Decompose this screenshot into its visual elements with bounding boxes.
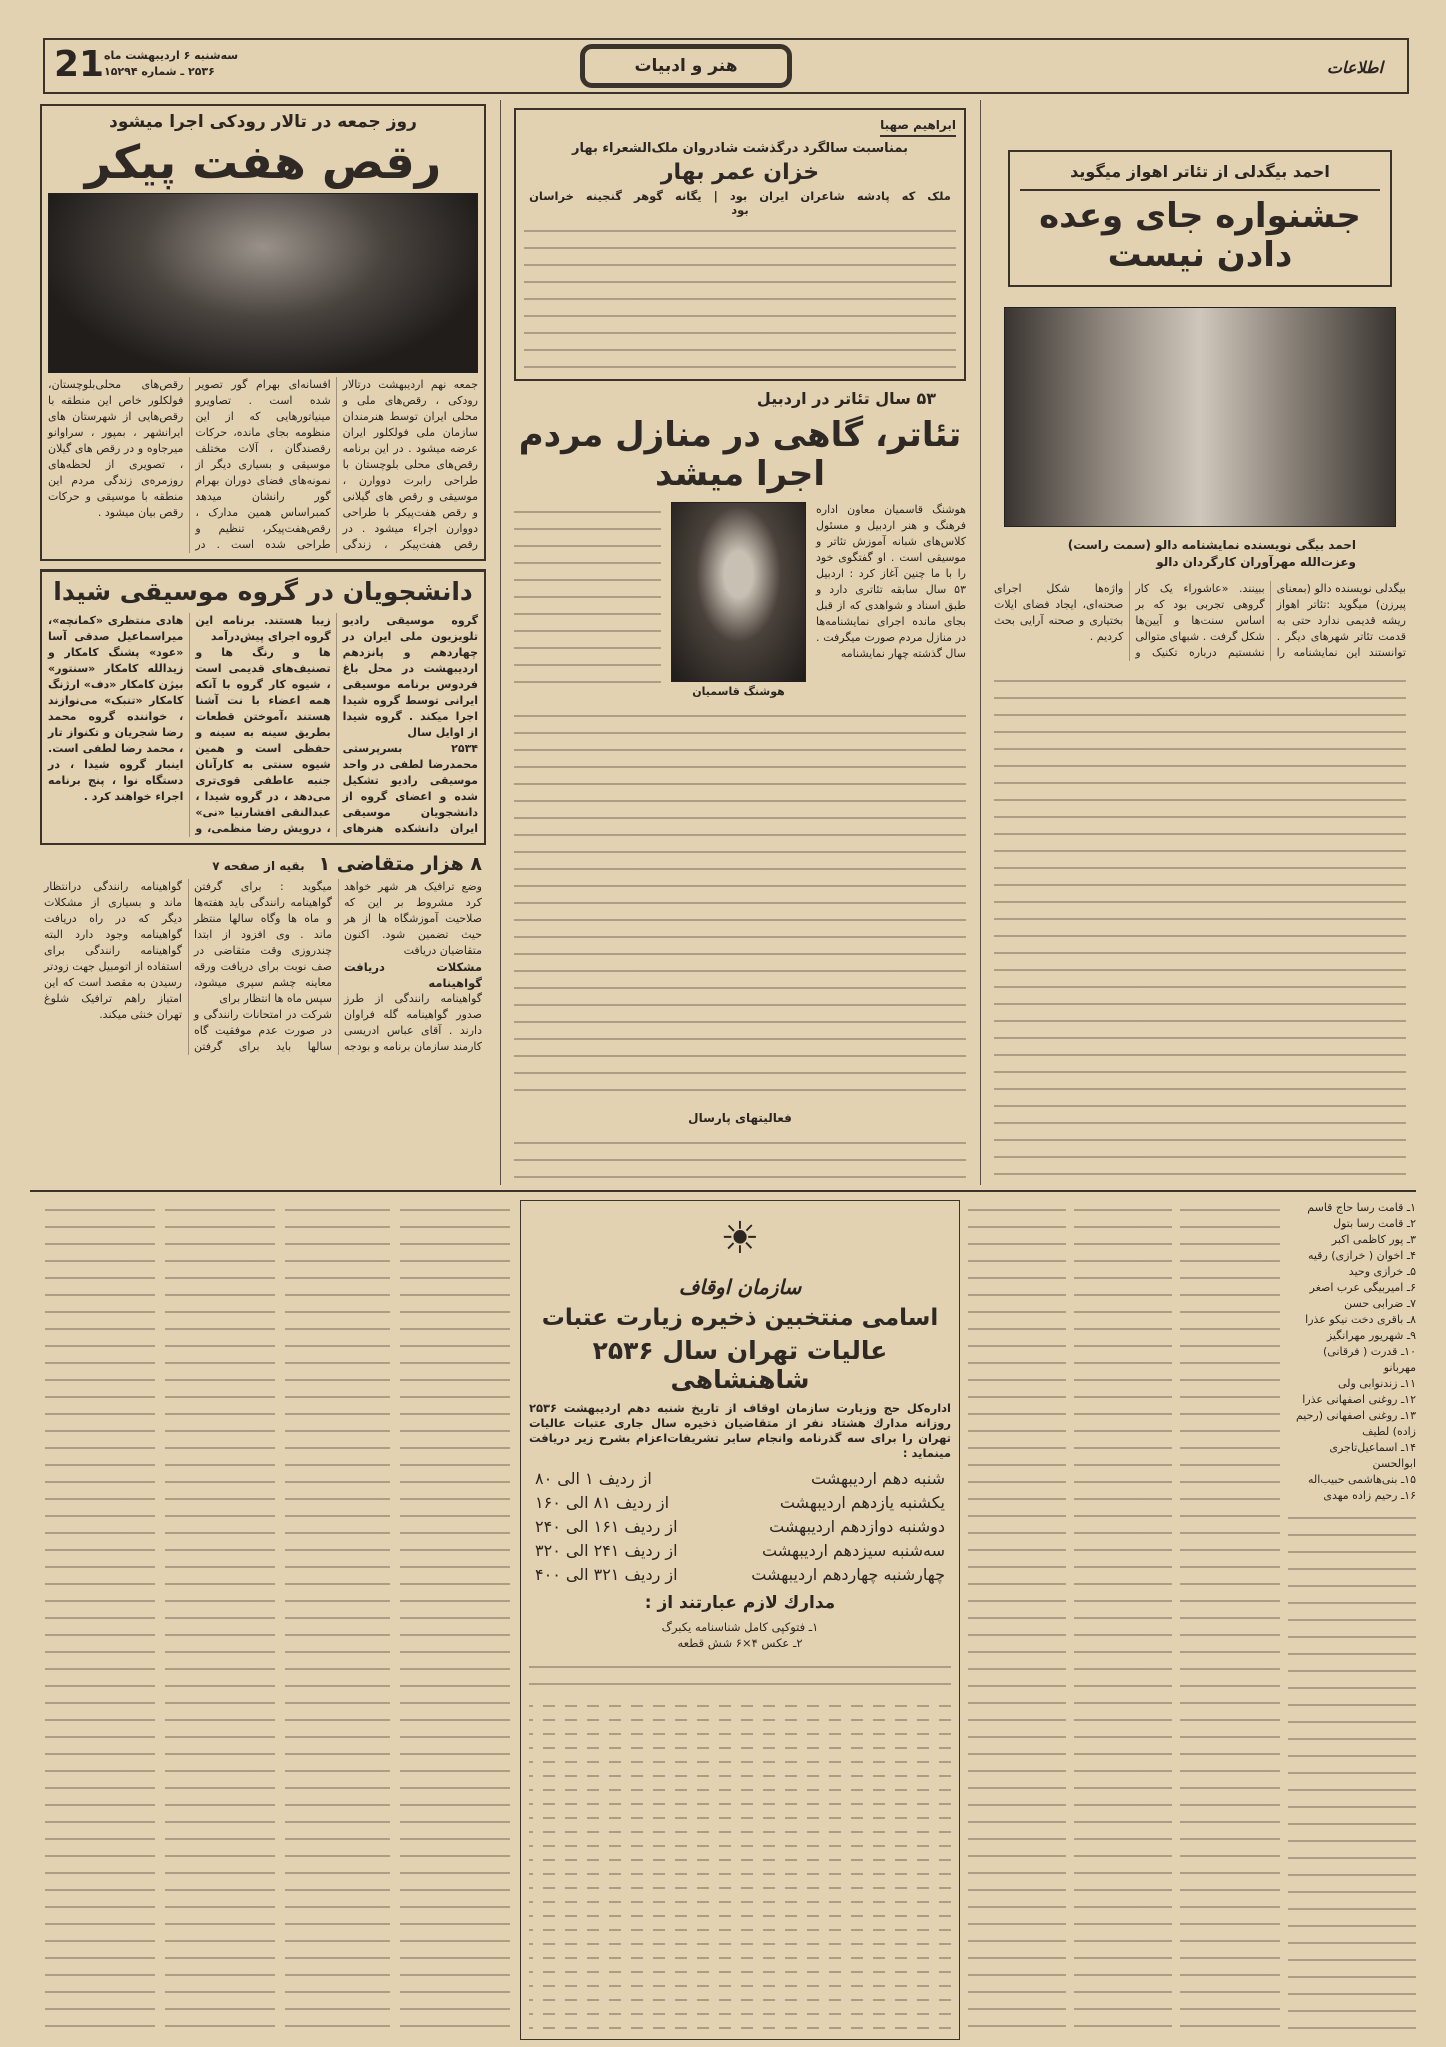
license-continued: بقیه از صفحه ۷ bbox=[212, 858, 305, 873]
awqaf-notice bbox=[520, 1200, 960, 2040]
names-column bbox=[1288, 1200, 1416, 2040]
middle-column bbox=[514, 108, 966, 1183]
interview-headline: جشنواره جای وعده دادن نیست bbox=[1039, 196, 1361, 276]
shida-body-left: ها و رنگ ها و تصنیف‌های قدیمی است ، شیوه کار گروه با آنکه همه اعضاء با نت آشنا هستند ،آموختن قطعات بطریق سینه به سینه و حفظی است و همین شیوه سنتی به کارآنان جنبه عاطفی قوی‌تری می‌دهد ، در گروه شیدا ، عبدالنقی افشارنیا «نی» ، درویش رضا منظمی، و هادی منتظری «کمانچه»، میراسماعیل صدقی آسا «عود» پشنگ کامکار و زیدالله کامکار «سنتور» بیژن کامکار «دف» ارژنگ کامکار «تنبک» می‌نوازند ، خواننده گروه محمد رضا شجریان و تکنواز تار ، محمد رضا لطفی است. اینبار گروه شیدا ، در دستگاه نوا ، پنج برنامه اجراء خواهند کرد . bbox=[48, 613, 331, 835]
names-list-column bbox=[285, 1200, 390, 2040]
theater-body-text bbox=[514, 706, 966, 1103]
list-item: ۱۰ـ قدرت ( فرقانی) مهربانو bbox=[1323, 1345, 1416, 1374]
left-column bbox=[40, 104, 486, 1055]
schedule-row bbox=[535, 1467, 945, 1491]
dance-body: جمعه نهم اردیبهشت درتالار رودکی ، رقص‌های ملی و محلی ایران توسط هنرمندان سازمان ملی فولکلور ایران عرضه میشود . در این برنامه رقص‌های محلی بلوچستان با طراحی رابرت دووارن ، موسیقی و رقص های گیلانی و رقص هفت‌پیکر با طراحی دووارن اجراء میشود . در رقص هفت‌پیکر ، زندگی افسانه‌ای بهرام گور تصویر شده است . تصاویرو مینیاتورهایی که از این منظومه بجای مانده، حرکات رقصندگان ، آلات مختلف موسیقی و بسیاری دیگر از نمونه‌های فضای دوران بهرام گور رانشان میدهد کمبراساس همین مدارک ، رقص‌هفت‌پیکر، تنظیم و طراحی شده است . در رقص‌های محلی‌بلوچستان، فولکلور خاص این منطقه با رقص‌هایی از شهرستان های ایرانشهر ، بمپور ، سراوانو میرجاوه و در رقص های گیلان ، تصویری از لحظه‌های روزمره‌ی زندگی مردم این منطقه با موسیقی و حرکات رقص بیان میشود . bbox=[48, 377, 478, 551]
shida-body bbox=[48, 613, 478, 837]
poem-text bbox=[524, 221, 956, 371]
list-item: ۱۱ـ زندنوابی ولی bbox=[1337, 1377, 1416, 1390]
shida-article bbox=[40, 569, 486, 845]
schedule-range: از ردیف ۱۶۱ الی ۲۴۰ bbox=[535, 1516, 678, 1536]
schedule-day: شنبه دهم اردیبهشت bbox=[811, 1468, 945, 1488]
column-divider bbox=[980, 100, 981, 1185]
dance-headline: رقص هفت پیکر bbox=[84, 135, 442, 189]
right-column bbox=[994, 150, 1406, 1183]
interview-headline-box bbox=[1008, 150, 1392, 287]
documents-title: مدارك لازم عبارتند از : bbox=[644, 1592, 836, 1613]
page-number: 21 bbox=[54, 44, 105, 85]
section-divider bbox=[30, 1190, 1416, 1192]
schedule-day: یکشنبه یازدهم اردیبهشت bbox=[779, 1492, 945, 1512]
section-title: هنر و ادبیات bbox=[634, 56, 738, 76]
poem-subtitle: بمناسبت سالگرد درگذشت شادروان ملک‌الشعراء بهار bbox=[572, 141, 908, 156]
notice-intro: اداره‌کل حج وزیارت سازمان اوقاف از تاریخ شنبه دهم اردیبهشت ۲۵۳۶ روزانه مدارك هشتاد نفر از متقاضیان ذخیره سال جاری عتبات عالیات تهران را برای سه گذرنامه وانجام سایر تشریفات‌اعزام بشرح زیر دریافت مینماید : bbox=[529, 1400, 951, 1460]
poem-box bbox=[514, 108, 966, 381]
license-body bbox=[44, 879, 482, 1055]
documents-list bbox=[529, 1619, 951, 1651]
schedule-row bbox=[535, 1491, 945, 1515]
theater-portrait bbox=[671, 502, 806, 682]
names-list bbox=[1288, 1200, 1416, 1504]
license-article bbox=[40, 853, 486, 1055]
list-item: ۱۵ـ بنی‌هاشمی حبیب‌اله bbox=[1307, 1473, 1416, 1486]
interview-body-text bbox=[994, 671, 1406, 1183]
names-list-column bbox=[1074, 1200, 1172, 2040]
notice-more-text bbox=[529, 1657, 951, 1691]
newspaper-logo bbox=[1310, 48, 1400, 88]
document-item: ۲ـ عکس ۴×۶ شش قطعه bbox=[677, 1635, 803, 1650]
schedule bbox=[529, 1467, 951, 1587]
names-list-continued bbox=[1288, 1508, 1416, 2040]
names-list-column bbox=[400, 1200, 510, 2040]
license-body-3: شرکت در امتحانات رانندگی و در صورت عدم موفقیت گاه سالها باید برای گرفتن گواهینامه رانندگی درانتظار ماند و بسیاری از مشکلات دیگر که در راه دریافت گواهینامه وجود دارد البته گواهینامه رانندگی برای استفاده از اتومبیل جهت زودتر رسیدن به مقصد است که این امتیاز راهم ترافیک شلوغ تهران خنثی میکند. bbox=[44, 879, 332, 1053]
list-item: ۱۲ـ روغنی اصفهانی عذرا bbox=[1302, 1393, 1416, 1406]
list-item: ۱ـ قامت رسا حاج قاسم bbox=[1307, 1201, 1416, 1214]
shida-body-right: گروه موسیقی رادیو تلویزیون ملی ایران در چهاردهم و پانزدهم اردیبهشت در محل باغ فردوس برنامه موسیقی ایرانی توسط گروه شیدا اجرا میکند . گروه شیدا از اوایل سال bbox=[342, 613, 478, 739]
interview-kicker: احمد بیگدلی از تئاتر اهواز میگوید bbox=[1020, 162, 1380, 191]
list-item: ۹ـ شهریور مهرانگیز bbox=[1326, 1329, 1416, 1342]
license-heading-row bbox=[44, 853, 482, 875]
shida-body-mid: ۲۵۳۴ بسرپرستی محمدرضا لطفی در واحد موسیقی رادیو تشکیل شده و اعضای گروه از دانشجویان موسیقی ایران دانشکده هنرهای زیبا هستند. برنامه این گروه اجرای پیش‌درآمد bbox=[195, 613, 478, 835]
names-list-column bbox=[165, 1200, 275, 2040]
list-item: ۳ـ پور کاظمی اکبر bbox=[1331, 1233, 1416, 1246]
issue-number: ۲۵۳۶ ـ شماره ۱۵۲۹۴ bbox=[104, 65, 215, 78]
schedule-row bbox=[535, 1563, 945, 1587]
schedule-day: سه‌شنبه سیزدهم اردیبهشت bbox=[761, 1540, 945, 1560]
theater-body-right: هوشنگ قاسمیان معاون اداره فرهنگ و هنر اردبیل و مسئول کلاس‌های شبانه آموزش تئاتر و موسیقی است . او گفتگوی خود را با ما چنین آغاز کرد : اردبیل ۵۳ سال سابقه تئاتری دارد و طبق اسناد و شواهدی که از قبل بجای مانده اجرای نمایشنامه‌ها در منازل مردم صورت میگرفت . سال گذشته چهار نمایشنامه bbox=[816, 503, 966, 661]
theater-body-text bbox=[514, 1133, 966, 1183]
license-subheading: مشکلات دریافت گواهینامه bbox=[344, 959, 482, 990]
shida-headline: دانشجویان در گروه موسیقی شیدا bbox=[53, 576, 473, 606]
notice-title-1: اسامی منتخبین ذخیره زیارت عتبات bbox=[541, 1305, 939, 1331]
poem-verses: ملک که پادشه شاعران ایران بود | یگانه گوهر گنجینه خراسان بود bbox=[529, 189, 951, 218]
theater-photo-caption: هوشنگ قاسمیان bbox=[692, 685, 785, 699]
schedule-row bbox=[535, 1539, 945, 1563]
date: سه‌شنبه ۶ اردیبهشت ماه bbox=[104, 49, 239, 62]
dance-photo bbox=[48, 193, 478, 373]
license-body-2: گواهینامه رانندگی از طرز صدور گواهینامه گله فراوان دارند . آقای عباس ادریسی کارمند سازمان برنامه و بودجه میگوید : برای گرفتن گواهینامه رانندگی باید هفته‌ها و ماه ها وگاه سالها منتظر ماند . وی افزود از ابتدا چندروزی وقت متقاضی در صف نوبت برای دریافت ورقه معاینه چشم سپری میشود، سپس ماه ها انتظار برای bbox=[194, 879, 482, 1053]
theater-photo-row bbox=[514, 502, 966, 698]
poem-author: ابراهیم صهبا bbox=[880, 118, 956, 137]
names-list-column bbox=[1180, 1200, 1280, 2040]
theater-portrait-block bbox=[671, 502, 806, 698]
logo-text: اطلاعات bbox=[1326, 58, 1384, 77]
dance-kicker: روز جمعه در تالار رودکی اجرا میشود bbox=[109, 112, 417, 132]
license-body-1: وضع ترافیک هر شهر خواهد کرد مشروط بر این که صلاحیت آموزشگاه ها از هر حیث تضمین شود. اکنون متقاضیان دریافت bbox=[344, 879, 482, 957]
document-item: ۱ـ فتوکپی کامل شناسنامه یکبرگ bbox=[661, 1619, 819, 1634]
schedule-day: چهارشنبه چهاردهم اردیبهشت bbox=[751, 1564, 945, 1584]
interview-body: بیگدلی نویسنده دالو (بمعنای پیرزن) میگوید :تئاتر اهواز ریشه قدیمی ندارد حتی به قدمت تئاتر شهرهای دیگر . توانستند این نمایشنامه را ببینند. «عاشوراء یک کار گروهی تجربی بود که بر اساس سنت‌ها و آیین‌ها شکل گرفت . شبهای متوالی نشستیم درباره تکنیک و واژه‌ها شکل اجرای صحنه‌ای، ایجاد فضای ایلات بختیاری و صحنه آرایی بحث کردیم . bbox=[994, 582, 1406, 660]
issue-date bbox=[104, 48, 334, 80]
list-item: ۸ـ باقری دخت نیکو عذرا bbox=[1305, 1313, 1416, 1326]
list-item: ۴ـ اخوان ( خرازی) رقیه bbox=[1307, 1249, 1416, 1262]
schedule-range: از ردیف ۲۴۱ الی ۳۲۰ bbox=[535, 1540, 678, 1560]
theater-headline: تئاتر، گاهی در منازل مردم اجرا میشد bbox=[518, 415, 962, 495]
names-list-column bbox=[968, 1200, 1066, 2040]
awqaf-logo-text: سازمان اوقاف bbox=[678, 1275, 802, 1299]
column-divider bbox=[500, 100, 501, 1185]
list-item: ۱۴ـ اسماعیل‌تاجری ابوالحسن bbox=[1329, 1441, 1416, 1470]
section-title-box bbox=[580, 44, 792, 88]
interview-photo bbox=[1004, 307, 1396, 527]
names-list-column bbox=[45, 1200, 155, 2040]
poem-title: خزان عمر بهار bbox=[660, 160, 820, 185]
schedule-range: از ردیف ۳۲۱ الی ۴۰۰ bbox=[535, 1564, 678, 1584]
list-item: ۱۶ـ رحیم زاده مهدی bbox=[1323, 1489, 1416, 1502]
theater-subheading: فعالیتهای پارسال bbox=[688, 1111, 792, 1125]
license-headline: ۸ هزار متقاضی ۱ bbox=[318, 852, 482, 875]
schedule-day: دوشنبه دوازدهم اردیبهشت bbox=[769, 1516, 945, 1536]
schedule-range: از ردیف ۸۱ الی ۱۶۰ bbox=[535, 1492, 670, 1512]
schedule-range: از ردیف ۱ الی ۸۰ bbox=[535, 1468, 652, 1488]
dance-article bbox=[40, 104, 486, 561]
schedule-row bbox=[535, 1515, 945, 1539]
interview-photo-caption: احمد بیگی نویسنده نمایشنامه دالو (سمت راست) وعزت‌الله مهرآوران کارگردان دالو bbox=[1067, 538, 1356, 570]
theater-kicker: ۵۳ سال تئاتر در اردبیل bbox=[756, 389, 936, 409]
theater-body-text bbox=[514, 502, 661, 698]
list-item: ۷ـ ضرابی حسن bbox=[1344, 1297, 1416, 1310]
list-item: ۱۳ـ روغنی اصفهانی (رحیم زاده) لطیف bbox=[1295, 1409, 1416, 1438]
notice-title-2: عالیات تهران سال ۲۵۳۶ شاهنشاهی bbox=[592, 1336, 888, 1395]
notice-names-list bbox=[529, 1697, 951, 2031]
list-item: ۲ـ قامت رسا بتول bbox=[1333, 1217, 1416, 1230]
list-item: ۵ـ خرازی وحید bbox=[1348, 1265, 1416, 1278]
list-item: ۶ـ امیربیگی عرب اصغر bbox=[1309, 1281, 1416, 1294]
lion-and-sun-emblem: ☀ bbox=[720, 1213, 760, 1264]
